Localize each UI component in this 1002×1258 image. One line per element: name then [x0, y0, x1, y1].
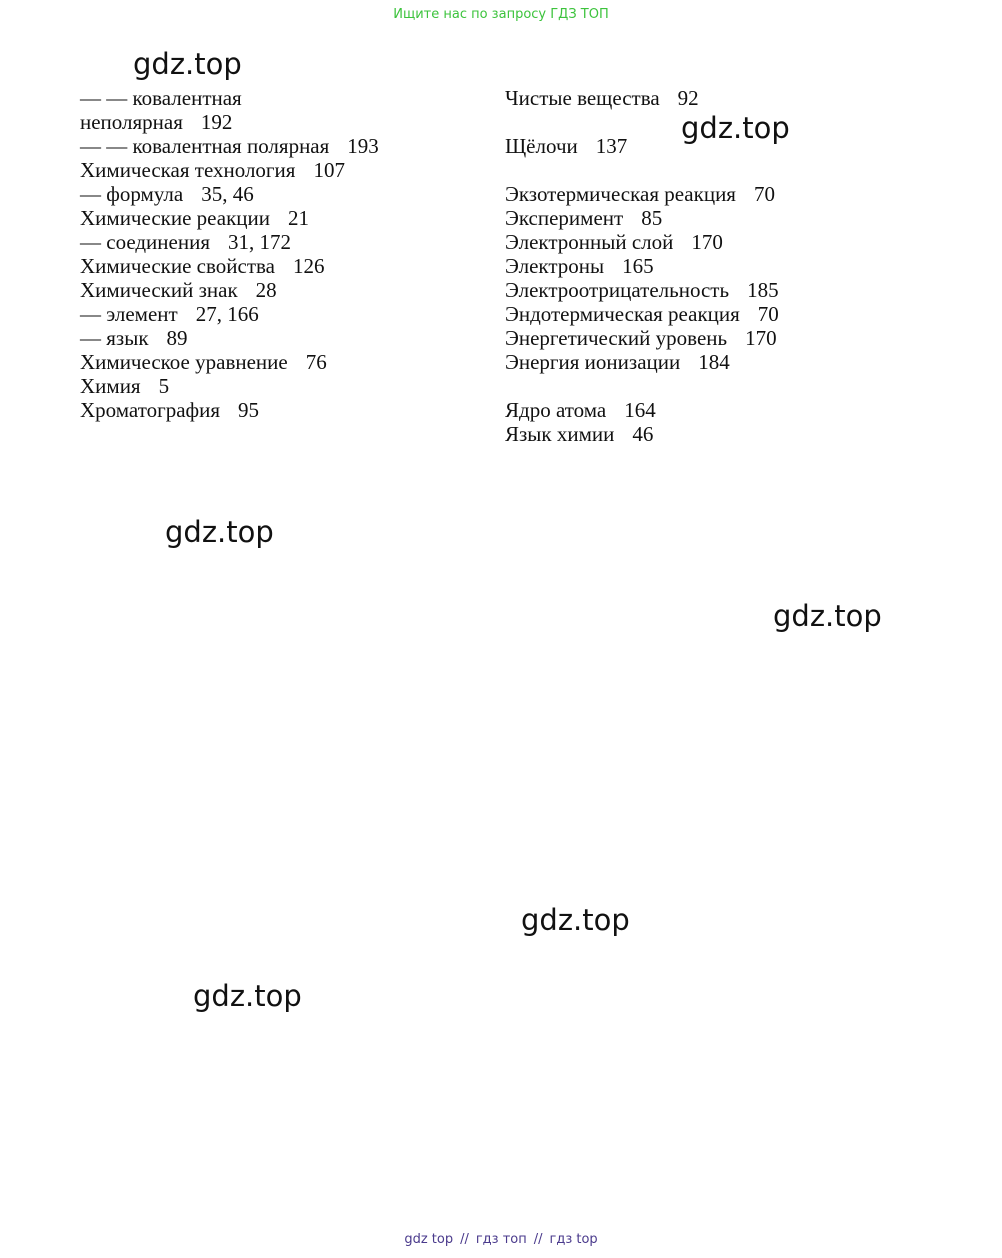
index-column-left	[80, 86, 480, 422]
index-term: Язык химии	[505, 422, 615, 446]
index-entry	[505, 278, 925, 302]
index-term: Эндотермическая реакция	[505, 302, 740, 326]
index-term: Ядро атома	[505, 398, 607, 422]
footer-link[interactable]: гдз top	[549, 1232, 598, 1247]
index-entry	[80, 182, 480, 206]
index-pages: 192	[200, 110, 233, 134]
index-entry	[505, 422, 925, 446]
index-pages: 170	[745, 326, 777, 350]
footer-link[interactable]: gdz top	[404, 1232, 454, 1247]
index-entry	[505, 326, 925, 350]
footer-links	[0, 1232, 1002, 1247]
index-pages: 185	[747, 278, 779, 302]
index-term: Экзотермическая реакция	[505, 182, 736, 206]
footer-separator: //	[533, 1232, 543, 1247]
index-entry	[505, 350, 925, 374]
index-pages: 85	[641, 206, 663, 230]
index-entry	[80, 206, 480, 230]
index-entry	[80, 326, 480, 350]
index-entry	[80, 278, 480, 302]
index-term: — — ковалентная полярная	[80, 134, 330, 158]
index-term: Хроматография	[80, 398, 221, 422]
index-term: Химические реакции	[80, 206, 270, 230]
index-entry	[80, 134, 480, 158]
index-entry	[80, 86, 480, 110]
index-pages: 126	[292, 254, 325, 278]
index-term: Химическая технология	[80, 158, 296, 182]
index-term: Эксперимент	[505, 206, 624, 230]
index-term: Чистые вещества	[505, 86, 660, 110]
index-term: Химический знак	[80, 278, 238, 302]
index-term: Щёлочи	[505, 134, 578, 158]
index-entry	[80, 254, 480, 278]
watermark: gdz.top	[165, 515, 274, 549]
footer-separator: //	[460, 1232, 469, 1247]
index-entry	[80, 158, 480, 182]
index-pages: 31, 172	[228, 230, 291, 254]
index-term: Химическое уравнение	[80, 350, 288, 374]
index-term: — соединения	[80, 230, 210, 254]
index-entry	[505, 86, 925, 110]
index-entry	[80, 230, 480, 254]
index-pages: 76	[305, 350, 327, 374]
index-pages: 137	[595, 134, 628, 158]
footer-link[interactable]: гдз топ	[475, 1232, 527, 1247]
watermark: gdz.top	[521, 903, 630, 937]
index-term: Электроны	[505, 254, 605, 278]
index-term: Химические свойства	[80, 254, 275, 278]
watermark: gdz.top	[773, 599, 882, 633]
index-entry	[80, 302, 480, 326]
top-banner-link[interactable]: Ищите нас по запросу ГДЗ ТОП	[393, 7, 609, 22]
index-term: Электроотрицательность	[505, 278, 730, 302]
index-term: — формула	[80, 182, 184, 206]
index-term: — элемент	[80, 302, 178, 326]
index-entry	[505, 398, 925, 422]
index-pages: 35, 46	[201, 182, 254, 206]
index-pages: 164	[624, 398, 656, 422]
index-entry	[505, 302, 925, 326]
index-term: — — ковалентная	[80, 86, 242, 110]
watermark: gdz.top	[193, 979, 302, 1013]
watermark: gdz.top	[133, 47, 242, 81]
index-term: неполярная	[80, 110, 183, 134]
index-term: Химия	[80, 374, 141, 398]
index-pages: 46	[632, 422, 654, 446]
index-term: Энергия ионизации	[505, 350, 681, 374]
index-entry	[505, 254, 925, 278]
index-pages: 70	[757, 302, 779, 326]
index-term: Энергетический уровень	[505, 326, 728, 350]
index-pages: 28	[255, 278, 277, 302]
index-entry	[505, 230, 925, 254]
index-term: — язык	[80, 326, 149, 350]
index-pages: 170	[691, 230, 723, 254]
index-pages: 21	[287, 206, 309, 230]
index-spacer	[505, 374, 925, 398]
index-pages: 27, 166	[195, 302, 259, 326]
index-spacer	[505, 158, 925, 182]
index-entry	[80, 350, 480, 374]
index-entry	[80, 110, 480, 134]
index-pages: 5	[158, 374, 170, 398]
index-pages: 107	[313, 158, 345, 182]
index-entry	[80, 374, 480, 398]
index-entry	[505, 206, 925, 230]
index-pages: 92	[677, 86, 699, 110]
watermark: gdz.top	[681, 111, 790, 145]
index-pages: 193	[347, 134, 379, 158]
index-entry	[505, 182, 925, 206]
index-pages: 95	[238, 398, 260, 422]
index-entry	[80, 398, 480, 422]
index-term: Электронный слой	[505, 230, 674, 254]
index-pages: 165	[622, 254, 654, 278]
index-pages: 89	[166, 326, 188, 350]
index-pages: 184	[698, 350, 730, 374]
index-pages: 70	[753, 182, 775, 206]
